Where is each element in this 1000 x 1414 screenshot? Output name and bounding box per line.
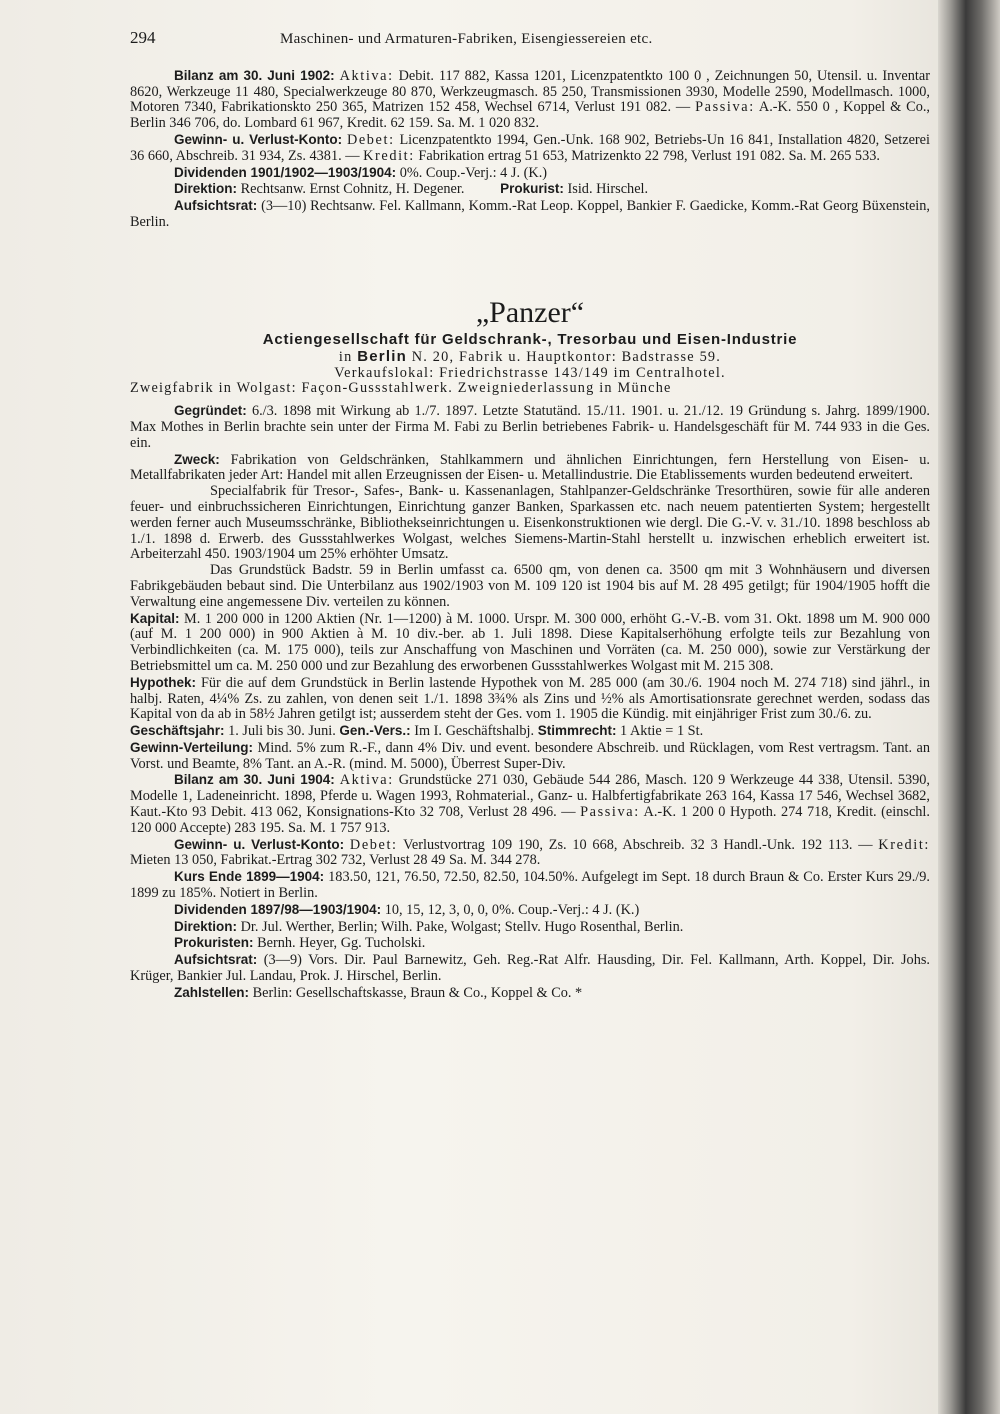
geschaeftsjahr-label: Geschäftsjahr:	[130, 723, 225, 739]
bilanz-1904-passiva-label: Passiva:	[580, 804, 640, 821]
dividenden-label: Dividenden 1897/98—1903/1904:	[174, 901, 382, 917]
gewinnverteilung-label: Gewinn-Verteilung:	[130, 739, 254, 755]
kurs-label: Kurs Ende 1899—1904:	[174, 869, 325, 885]
prev-gewinn	[130, 132, 930, 165]
prev-aufsichtsrat	[130, 198, 930, 231]
direktion-label: Direktion:	[174, 918, 238, 934]
prev-gewinn-label: Gewinn- u. Verlust-Konto:	[174, 131, 343, 147]
direktion	[130, 919, 930, 936]
geschaeftsjahr-text: 1. Juli bis 30. Juni.	[228, 723, 336, 740]
gegruendet-text: 6./3. 1898 mit Wirkung ab 1./7. 1897. Letzte Statutänd. 15./11. 1901. u. 21./12. 19 Gründung s. Jahrg. 1899/1900. Max Mothes in Berlin brachte sein unter der Firma M. Fabi zu Berlin betriebenes Fabrik- u. Handelsgeschäft für M. 744 933 in die Ges. ein.	[130, 403, 930, 451]
company-zweig: Zweigfabrik in Wolgast: Façon-Gussstahlwerk. Zweigniederlassung in Münche	[130, 380, 672, 397]
prev-aufsichtsrat-text: (3—10) Rechtsanw. Fel. Kallmann, Komm.-Rat Leop. Koppel, Bankier F. Gaedicke, Komm.-Rat Georg Büxenstein, Berlin.	[130, 198, 930, 230]
bilanz-1904-label: Bilanz am 30. Juni 1904:	[174, 772, 335, 788]
page-header	[130, 30, 930, 48]
genvers-label: Gen.-Vers.:	[339, 723, 411, 739]
aufsichtsrat-text: (3—9) Vors. Dir. Paul Barnewitz, Geh. Reg.-Rat Alfr. Hausding, Dir. Fel. Kallmann, Arth. Koppel, Dir. Johs. Krüger, Bankier Jul. Landau, Prok. J. Hirschel, Berlin.	[130, 952, 930, 985]
company-address: N. 20, Fabrik u. Hauptkontor: Badstrasse 59.	[411, 348, 722, 365]
kapital	[130, 611, 930, 675]
company-in: in	[338, 348, 353, 365]
gewinnkonto-1904-debet-text: Verlustvortrag 109 190, Zs. 10 668, Abschreib. 32 3 Handl.-Unk. 192 113. —	[403, 836, 873, 853]
aufsichtsrat	[130, 952, 930, 985]
prev-dividenden-text: 0%. Coup.-Verj.: 4 J. (K.)	[399, 164, 548, 181]
prev-gewinn-debet-text: Licenzpatentkto 1994, Gen.-Unk. 168 902, Betriebs-Un 16 841, Installation 4820, Setzerei 36 660, Abschreib. 31 934, Zs. 4381. —	[130, 131, 930, 164]
prev-prokurist-text: Isid. Hirschel.	[567, 181, 649, 198]
genvers-text: Im I. Geschäftshalbj.	[414, 723, 535, 740]
gewinnkonto-1904-kredit-text: Mieten 13 050, Fabrikat.-Ertrag 302 732, Verlust 28 49 Sa. M. 344 278.	[130, 852, 541, 869]
direktion-text: Dr. Jul. Werther, Berlin; Wilh. Pake, Wolgast; Stellv. Hugo Rosenthal, Berlin.	[240, 918, 684, 935]
hypothek-text: Für die auf dem Grundstück in Berlin lastende Hypothek von M. 285 000 (am 30./6. 1904 noch M. 274 718) sind jährl., in halbj. Raten, 4¼% Zs. zu zahlen, von denen seit 1./1. 1898 3¾% als Zins und ½% als Amortisationsrate gerechnet werden, sodass das Kapital von da ab in 58½ Jahren getilgt ist; ausserdem steht der Ges. vom 1. 1905 die Kündig. mit einjähriger Frist zum 30./6. zu.	[130, 674, 930, 723]
company-name: Actiengesellschaft für Geldschrank-, Tresorbau und Eisen-Industrie	[262, 330, 798, 348]
stimmrecht-label: Stimmrecht:	[537, 723, 617, 739]
prev-bilanz-aktiva-text: Debit. 117 882, Kassa 1201, Licenzpatentkto 100 0 , Zeichnungen 50, Utensil. u. Inventar 8620, Werkzeuge 11 480, Specialwerkzeuge 80 870, Werkzeugmasch. 85 250, Transmissionen 3930, Modelle 2590, Modellmasch. 1000, Motoren 7340, Fabrikationskto 250 365, Matrizen 152 458, Wechsel 6714, Verlust 191 082. —	[130, 67, 931, 116]
bilanz-1904-passiva-text: A.-K. 1 200 0 Hypoth. 274 718, Kredit. (einschl. 120 000 Accepte) 283 195. Sa. M. 1 757 913.	[130, 804, 930, 836]
kapital-label: Kapital:	[130, 610, 180, 626]
gewinnverteilung-text: Mind. 5% zum R.-F., dann 4% Div. und event. besondere Abschreib. und Rücklagen, vom Rest vertragsm. Tant. an Vorst. und Beamte, 8% Tant. an A.-R. (mind. M. 5000), Überrest Super-Div.	[130, 739, 931, 772]
prokuristen-label: Prokuristen:	[174, 935, 254, 951]
page-binding-edge	[938, 0, 1000, 1414]
page-content	[130, 30, 930, 1002]
prev-direktion-label: Direktion:	[174, 181, 238, 197]
prev-gewinn-kredit-text: Fabrikation ertrag 51 653, Matrizenkto 22 798, Verlust 191 082. Sa. M. 265 533.	[418, 147, 880, 164]
zahlstellen-label: Zahlstellen:	[174, 984, 250, 1000]
prev-bilanz	[130, 68, 930, 132]
bilanz-1904	[130, 772, 930, 836]
dividenden-text: 10, 15, 12, 3, 0, 0, 0%. Coup.-Verj.: 4 J. (K.)	[384, 901, 640, 918]
bilanz-1904-aktiva-label: Aktiva:	[339, 772, 394, 789]
zweck-paragraph-2: Specialfabrik für Tresor-, Safes-, Bank- u. Kassenanlagen, Stahlpanzer-Geldschränke Tresorthüren, sowie für alle anderen feuer- und einbruchssicheren Einrichtungen, Einrichtung ganzer Banken, Sparkassen etc. nach neuem patentierten System; hergestellt werden ferner auch Museumsschränke, Bibliothekseinrichtungen u. Eisenkonstruktionen wie dergl. Die G.-V. v. 31./10. 1898 beschloss ab 1./1. 1898 d. Erwerb. des Gussstahlwerkes Wolgast, welches Siemens-Martin-Stahl herstellt u. inzwischen erheblich erweitert ist. Arbeiterzahl 450. 1903/1904 um 25% erhöhter Umsatz.	[130, 483, 930, 563]
prev-gewinn-debet-label: Debet:	[346, 131, 395, 148]
zahlstellen	[130, 985, 930, 1002]
company-city: Berlin	[357, 347, 407, 365]
prev-direktion	[130, 181, 930, 198]
prev-bilanz-passiva-text: A.-K. 550 0 , Koppel & Co., Berlin 346 706, do. Lombard 61 967, Kredit. 62 159. Sa. M. 1 020 832.	[130, 99, 930, 132]
company-location	[130, 349, 930, 366]
prokuristen	[130, 935, 930, 952]
prokuristen-text: Bernh. Heyer, Gg. Tucholski.	[257, 935, 426, 952]
hypothek	[130, 675, 930, 723]
gewinnverteilung	[130, 740, 930, 773]
prev-gewinn-kredit-label: Kredit:	[363, 147, 415, 164]
company-title: „Panzer“	[475, 295, 585, 329]
hypothek-label: Hypothek:	[130, 674, 197, 690]
prev-direktion-text: Rechtsanw. Ernst Cohnitz, H. Degener.	[240, 181, 465, 198]
kapital-text: M. 1 200 000 in 1200 Aktien (Nr. 1—1200) à M. 1000. Urspr. M. 300 000, erhöht G.-V.-B. vom 31. Okt. 1898 um M. 900 000 (auf M. 1 200 000) in 900 Aktien à M. 10 div.-ber. ab 1. Juli 1898. Diese Kapitalserhöhung erfolgte teils zur Bezahlung von Verbindlichkeiten (ca. M. 175 000), teils zur Anschaffung von Maschinen und Vorräten (ca. M. 250 000), sowie zur Verstärkung der Betriebsmittel um ca. M. 250 000 und zur Bezahlung des erworbenen Gussstahlwerkes Wolgast mit M. 215 308.	[130, 610, 930, 674]
aufsichtsrat-label: Aufsichtsrat:	[174, 952, 258, 968]
running-head: Maschinen- und Armaturen-Fabriken, Eisengiessereien etc.	[280, 31, 653, 47]
prev-bilanz-aktiva-label: Aktiva:	[339, 67, 394, 84]
bilanz-1904-aktiva-text: Grundstücke 271 030, Gebäude 544 286, Masch. 120 9 Werkzeuge 44 338, Utensil. 5390, Modelle 1, Ladeneinricht. 1898, Pferde u. Wagen 1993, Rohmaterial., Ganz- u. Halbfertigfabrikate 263 164, Kassa 17 546, Wechsel 3682, Kaut.-Kto 93 Debit. 413 062, Konsignations-Kto 32 708, Verlust 28 496. —	[130, 772, 930, 821]
prev-dividenden	[130, 165, 930, 182]
gewinnkonto-1904-label: Gewinn- u. Verlust-Konto:	[174, 836, 345, 852]
gewinnkonto-1904	[130, 837, 930, 870]
zweck-label: Zweck:	[174, 451, 220, 467]
prev-bilanz-label: Bilanz am 30. Juni 1902:	[174, 67, 335, 83]
prev-prokurist-label: Prokurist:	[500, 181, 564, 197]
gegruendet-label: Gegründet:	[174, 403, 247, 419]
gegruendet	[130, 403, 930, 451]
kurs	[130, 869, 930, 902]
zweck	[130, 452, 930, 485]
stimmrecht-text: 1 Aktie = 1 St.	[620, 723, 704, 740]
geschaeftsjahr	[130, 723, 930, 740]
kurs-text: 183.50, 121, 76.50, 72.50, 82.50, 104.50%. Aufgelegt im Sept. 18 durch Braun & Co. Erster Kurs 29./9. 1899 zu 185%. Notiert in Berlin.	[130, 869, 931, 902]
company-verkauf: Verkaufslokal: Friedrichstrasse 143/149 im Centralhotel.	[334, 364, 726, 381]
gewinnkonto-1904-kredit-label: Kredit:	[878, 836, 930, 853]
zahlstellen-text: Berlin: Gesellschaftskasse, Braun & Co., Koppel & Co. *	[252, 984, 583, 1001]
prev-dividenden-label: Dividenden 1901/1902—1903/1904:	[174, 164, 397, 180]
page-number: 294	[130, 28, 156, 47]
gewinnkonto-1904-debet-label: Debet:	[349, 836, 398, 853]
zweck-text: Fabrikation von Geldschränken, Stahlkammern und ähnlichen Einrichtungen, fern Herstellung von Eisen- u. Metallfabrikaten jeder Art: Handel mit allen Erzeugnissen der Eisen- u. Metallindustrie. Die Etablissements wurden bedeutend erweitert.	[130, 451, 931, 484]
dividenden	[130, 902, 930, 919]
prev-bilanz-passiva-label: Passiva:	[695, 99, 755, 116]
zweck-paragraph-3: Das Grundstück Badstr. 59 in Berlin umfasst ca. 6500 qm, von denen ca. 3500 qm mit 3 Wohnhäusern und diversen Fabrikgebäuden bebaut sind. Die Unterbilanz aus 1902/1903 von M. 109 120 ist 1904 bis auf M. 28 495 getilgt; für 1904/1905 hofft die Verwaltung eine angemessene Div. verteilen zu können.	[130, 562, 930, 610]
prev-aufsichtsrat-label: Aufsichtsrat:	[174, 198, 258, 214]
